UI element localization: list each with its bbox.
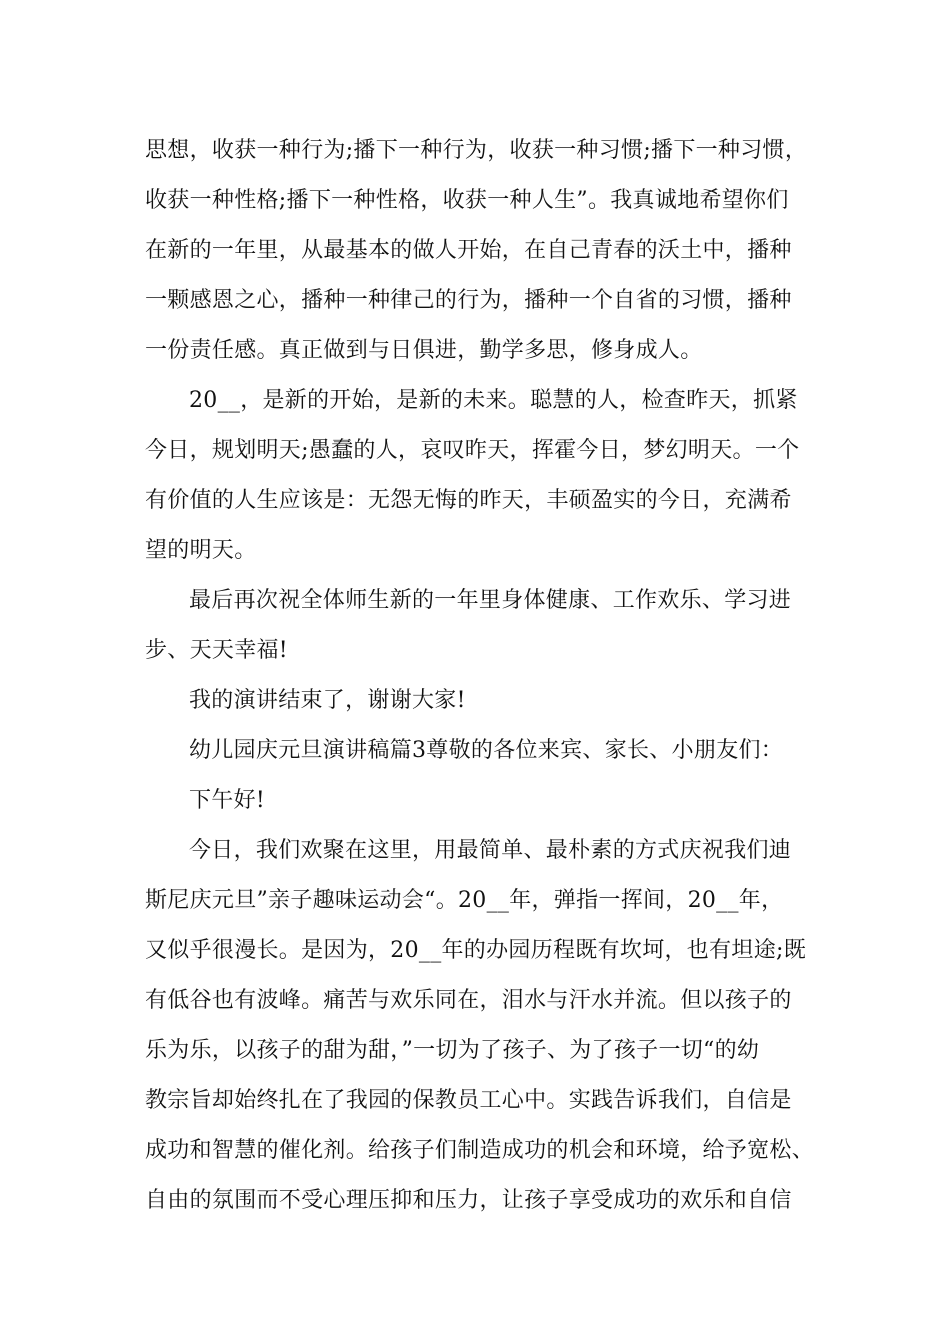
text-line: 步、天天幸福!: [145, 638, 288, 663]
text-line: 自由的氛围而不受心理压抑和压力，让孩子享受成功的欢乐和自信: [145, 1188, 792, 1213]
text-line: 教宗旨却始终扎在了我园的保教员工心中。实践告诉我们，自信是: [145, 1088, 792, 1113]
text-line: 思想，收获一种行为;播下一种行为，收获一种习惯;播下一种习惯，: [145, 138, 808, 163]
text-line: 一颗感恩之心，播种一种律己的行为，播种一个自省的习惯，播种: [145, 288, 792, 313]
text-line: 20__，是新的开始，是新的未来。聪慧的人，检查昨天，抓紧: [189, 388, 798, 413]
text-line: 下午好!: [189, 788, 266, 813]
text-line: 斯尼庆元旦”亲子趣味运动会“。20__年，弹指一挥间，20__年，: [145, 888, 784, 913]
text-line: 有低谷也有波峰。痛苦与欢乐同在，泪水与汗水并流。但以孩子的: [145, 988, 792, 1013]
text-line: 最后再次祝全体师生新的一年里身体健康、工作欢乐、学习进: [189, 588, 792, 613]
text-line: 望的明天。: [145, 538, 257, 563]
text-line: 收获一种性格;播下一种性格，收获一种人生”。我真诚地希望你们: [145, 188, 789, 213]
text-line: 乐为乐，以孩子的甜为甜，”一切为了孩子、为了孩子一切“的幼: [145, 1038, 760, 1063]
text-line: 我的演讲结束了，谢谢大家!: [189, 688, 466, 713]
heading-line: 幼儿园庆元旦演讲稿篇3尊敬的各位来宾、家长、小朋友们：: [189, 738, 784, 763]
text-line: 在新的一年里，从最基本的做人开始，在自己青春的沃土中，播种: [145, 238, 792, 263]
text-line: 成功和智慧的催化剂。给孩子们制造成功的机会和环境，给予宽松、: [145, 1138, 815, 1163]
text-line: 今日，我们欢聚在这里，用最简单、最朴素的方式庆祝我们迪: [189, 838, 792, 863]
text-line: 今日，规划明天;愚蠢的人，哀叹昨天，挥霍今日，梦幻明天。一个: [145, 438, 800, 463]
text-line: 有价值的人生应该是：无怨无悔的昨天，丰硕盈实的今日，充满希: [145, 488, 792, 513]
document-page: [145, 126, 825, 1226]
text-line: 一份责任感。真正做到与日俱进，勤学多思，修身成人。: [145, 338, 703, 363]
text-line: 又似乎很漫长。是因为，20__年的办园历程既有坎坷，也有坦途;既: [145, 938, 807, 963]
